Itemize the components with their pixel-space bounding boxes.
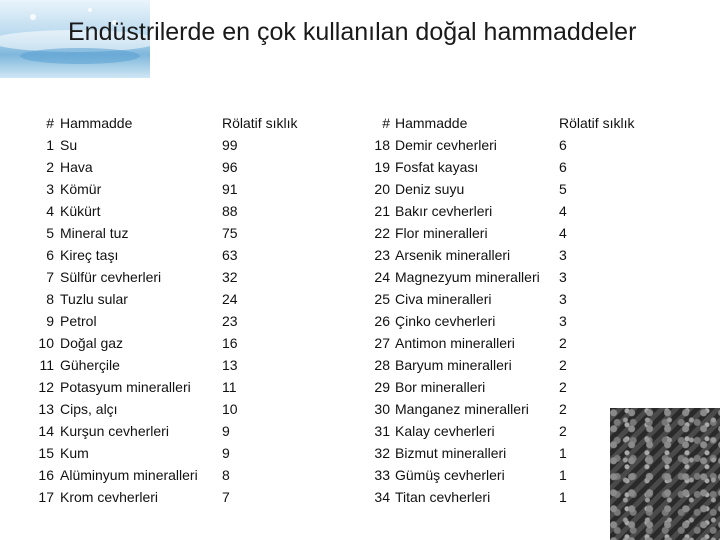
row-num: 7 bbox=[46, 269, 54, 285]
row-freq: 99 bbox=[222, 137, 238, 153]
row-num: 4 bbox=[46, 203, 54, 219]
header-name: Hammadde bbox=[395, 115, 468, 131]
row-name: Civa mineralleri bbox=[395, 291, 492, 307]
row-name: Kömür bbox=[60, 181, 102, 197]
table-row bbox=[24, 288, 282, 310]
row-num: 2 bbox=[46, 159, 54, 175]
table-row bbox=[24, 134, 282, 156]
row-name: Magnezyum mineralleri bbox=[395, 269, 540, 285]
table-right bbox=[360, 112, 635, 508]
row-name: Titan cevherleri bbox=[395, 489, 491, 505]
row-num: 11 bbox=[39, 357, 54, 373]
table-row bbox=[24, 156, 282, 178]
row-freq: 2 bbox=[559, 335, 567, 351]
table-row bbox=[24, 464, 282, 486]
row-num: 5 bbox=[46, 225, 54, 241]
row-name: Antimon mineralleri bbox=[395, 335, 515, 351]
row-name: Kükürt bbox=[60, 203, 101, 219]
row-name: Kurşun cevherleri bbox=[60, 423, 169, 439]
row-name: Gümüş cevherleri bbox=[395, 467, 505, 483]
table-row bbox=[360, 442, 629, 464]
splash-drop bbox=[30, 14, 36, 20]
row-num: 21 bbox=[374, 203, 390, 219]
row-freq: 3 bbox=[559, 313, 567, 329]
row-name: Kireç taşı bbox=[60, 247, 119, 263]
row-freq: 32 bbox=[222, 269, 238, 285]
row-num: 3 bbox=[46, 181, 54, 197]
row-num: 13 bbox=[38, 401, 54, 417]
row-name: Manganez mineralleri bbox=[395, 401, 529, 417]
header-freq: Rölatif sıklık bbox=[222, 115, 298, 131]
coal-image bbox=[610, 408, 720, 540]
row-num: 24 bbox=[374, 269, 390, 285]
table-row bbox=[360, 420, 629, 442]
table-row bbox=[24, 266, 282, 288]
row-name: Deniz suyu bbox=[395, 181, 465, 197]
row-num: 22 bbox=[374, 225, 390, 241]
row-num: 1 bbox=[46, 137, 54, 153]
row-freq: 6 bbox=[559, 137, 567, 153]
table-row bbox=[24, 332, 282, 354]
row-name: Kum bbox=[60, 445, 89, 461]
row-freq: 63 bbox=[222, 247, 238, 263]
row-num: 28 bbox=[374, 357, 390, 373]
row-freq: 75 bbox=[222, 225, 238, 241]
row-name: Sülfür cevherleri bbox=[60, 269, 162, 285]
row-name: Bakır cevherleri bbox=[395, 203, 493, 219]
row-name: Bor mineralleri bbox=[395, 379, 486, 395]
row-freq: 2 bbox=[559, 357, 567, 373]
row-freq: 8 bbox=[222, 467, 230, 483]
row-name: Krom cevherleri bbox=[60, 489, 159, 505]
table-row bbox=[360, 200, 629, 222]
row-freq: 4 bbox=[559, 225, 567, 241]
row-freq: 3 bbox=[559, 247, 567, 263]
table-row bbox=[24, 354, 282, 376]
table-row bbox=[24, 442, 282, 464]
row-freq: 4 bbox=[559, 203, 567, 219]
row-freq: 9 bbox=[222, 423, 230, 439]
row-num: 10 bbox=[38, 335, 54, 351]
row-freq: 1 bbox=[559, 467, 567, 483]
row-num: 34 bbox=[374, 489, 390, 505]
row-num: 33 bbox=[374, 467, 390, 483]
row-num: 26 bbox=[374, 313, 390, 329]
row-num: 20 bbox=[374, 181, 390, 197]
table-row bbox=[360, 354, 629, 376]
header-name: Hammadde bbox=[60, 115, 133, 131]
row-name: Demir cevherleri bbox=[395, 137, 497, 153]
header-freq: Rölatif sıklık bbox=[559, 115, 635, 131]
table-left bbox=[24, 112, 298, 508]
table-row bbox=[24, 310, 282, 332]
row-freq: 5 bbox=[559, 181, 567, 197]
row-name: Flor mineralleri bbox=[395, 225, 488, 241]
row-name: Kalay cevherleri bbox=[395, 423, 495, 439]
row-freq: 23 bbox=[222, 313, 238, 329]
row-num: 6 bbox=[46, 247, 54, 263]
splash-wave bbox=[20, 48, 140, 64]
table-row bbox=[24, 420, 282, 442]
row-num: 16 bbox=[38, 467, 54, 483]
page-title: Endüstrilerde en çok kullanılan doğal hammaddeler bbox=[68, 18, 637, 46]
row-name: Baryum mineralleri bbox=[395, 357, 512, 373]
row-num: 25 bbox=[374, 291, 390, 307]
row-name: Mineral tuz bbox=[60, 225, 129, 241]
table-row bbox=[360, 288, 629, 310]
row-num: 19 bbox=[374, 159, 390, 175]
table-row bbox=[360, 398, 629, 420]
table-row bbox=[24, 376, 282, 398]
row-num: 23 bbox=[374, 247, 390, 263]
table-row bbox=[360, 222, 629, 244]
header-num: # bbox=[46, 115, 54, 131]
table-row bbox=[24, 486, 282, 508]
row-num: 12 bbox=[38, 379, 54, 395]
row-freq: 1 bbox=[559, 445, 567, 461]
table-row bbox=[360, 244, 629, 266]
row-num: 17 bbox=[38, 489, 54, 505]
row-num: 32 bbox=[374, 445, 390, 461]
table-row bbox=[24, 178, 282, 200]
row-freq: 2 bbox=[559, 401, 567, 417]
row-name: Güherçile bbox=[60, 357, 120, 373]
row-freq: 2 bbox=[559, 379, 567, 395]
table-row bbox=[24, 200, 282, 222]
row-name: Arsenik mineralleri bbox=[395, 247, 511, 263]
row-num: 27 bbox=[374, 335, 390, 351]
row-num: 15 bbox=[38, 445, 54, 461]
row-freq: 1 bbox=[559, 489, 567, 505]
row-num: 18 bbox=[374, 137, 390, 153]
row-freq: 7 bbox=[222, 489, 230, 505]
row-freq: 10 bbox=[222, 401, 238, 417]
row-num: 30 bbox=[374, 401, 390, 417]
row-name: Su bbox=[60, 137, 78, 153]
row-name: Alüminyum mineralleri bbox=[60, 467, 198, 483]
row-name: Çinko cevherleri bbox=[395, 313, 496, 329]
row-freq: 96 bbox=[222, 159, 238, 175]
table-row bbox=[24, 398, 282, 420]
row-name: Bizmut mineralleri bbox=[395, 445, 507, 461]
row-num: 8 bbox=[46, 291, 54, 307]
table-header bbox=[360, 112, 635, 134]
row-freq: 16 bbox=[222, 335, 238, 351]
header-num: # bbox=[382, 115, 390, 131]
row-freq: 9 bbox=[222, 445, 230, 461]
row-freq: 88 bbox=[222, 203, 238, 219]
row-freq: 11 bbox=[222, 379, 237, 395]
table-row bbox=[360, 332, 629, 354]
row-freq: 91 bbox=[222, 181, 238, 197]
row-name: Hava bbox=[60, 159, 93, 175]
table-row bbox=[360, 464, 629, 486]
row-name: Fosfat kayası bbox=[395, 159, 479, 175]
table-row bbox=[360, 376, 629, 398]
row-name: Tuzlu sular bbox=[60, 291, 128, 307]
row-freq: 2 bbox=[559, 423, 567, 439]
table-row bbox=[360, 266, 629, 288]
row-freq: 3 bbox=[559, 269, 567, 285]
row-freq: 24 bbox=[222, 291, 238, 307]
row-name: Doğal gaz bbox=[60, 335, 124, 351]
table-row bbox=[360, 310, 629, 332]
row-num: 31 bbox=[374, 423, 390, 439]
table-row bbox=[360, 134, 629, 156]
table-row bbox=[24, 222, 282, 244]
row-num: 9 bbox=[46, 313, 54, 329]
row-freq: 13 bbox=[222, 357, 238, 373]
table-row bbox=[360, 156, 629, 178]
row-name: Petrol bbox=[60, 313, 97, 329]
row-freq: 3 bbox=[559, 291, 567, 307]
row-num: 14 bbox=[38, 423, 54, 439]
row-name: Potasyum mineralleri bbox=[60, 379, 191, 395]
table-row bbox=[24, 244, 282, 266]
row-num: 29 bbox=[374, 379, 390, 395]
splash-drop bbox=[88, 8, 92, 12]
row-freq: 6 bbox=[559, 159, 567, 175]
table-row bbox=[360, 178, 629, 200]
row-name: Cips, alçı bbox=[60, 401, 118, 417]
table-header bbox=[24, 112, 298, 134]
table-row bbox=[360, 486, 629, 508]
